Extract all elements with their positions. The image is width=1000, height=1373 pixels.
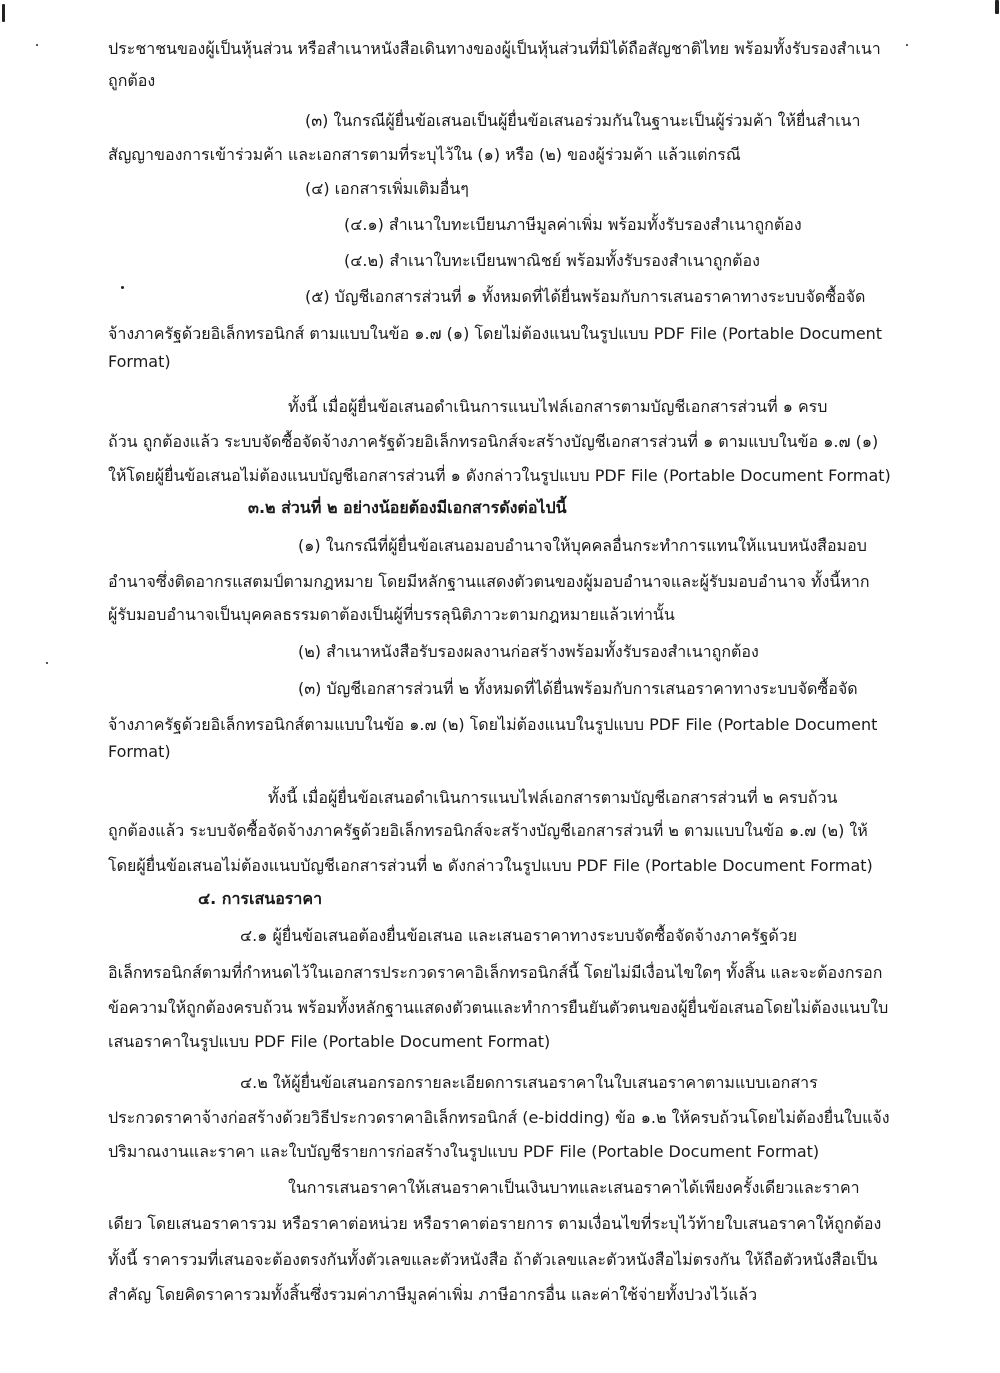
text-line: อำนาจซึ่งติดอากรแสตมป์ตามกฎหมาย โดยมีหลักฐานแสดงตัวตนของผู้มอบอำนาจและผู้รับมอบอำนาจ ทั้งนี้หาก (108, 572, 870, 591)
scan-speck (906, 44, 908, 46)
scan-speck (46, 662, 48, 664)
text-line: ถูกต้องแล้ว ระบบจัดซื้อจัดจ้างภาครัฐด้วยอิเล็กทรอนิกส์จะสร้างบัญชีเอกสารส่วนที่ ๒ ตามแบบในข้อ ๑.๗ (๒) ให้ (108, 821, 868, 840)
text-line: สำคัญ โดยคิดราคารวมทั้งสิ้นซึ่งรวมค่าภาษีมูลค่าเพิ่ม ภาษีอากรอื่น และค่าใช้จ่ายทั้งปวงไว้แล้ว (108, 1285, 758, 1304)
text-line: (๔.๑) สำเนาใบทะเบียนภาษีมูลค่าเพิ่ม พร้อมทั้งรับรองสำเนาถูกต้อง (344, 215, 802, 234)
text-line: (๑) ในกรณีที่ผู้ยื่นข้อเสนอมอบอำนาจให้บุคคลอื่นกระทำการแทนให้แนบหนังสือมอบ (298, 536, 867, 555)
text-line: ในการเสนอราคาให้เสนอราคาเป็นเงินบาทและเสนอราคาได้เพียงครั้งเดียวและราคา (288, 1178, 860, 1197)
text-line: ทั้งนี้ เมื่อผู้ยื่นข้อเสนอดำเนินการแนบไฟล์เอกสารตามบัญชีเอกสารส่วนที่ ๑ ครบ (288, 397, 828, 416)
text-line: ประกวดราคาจ้างก่อสร้างด้วยวิธีประกวดราคาอิเล็กทรอนิกส์ (e-bidding) ข้อ ๑.๒ ให้ครบถ้วนโดยไม่ต้องยื่นใบแจ้ง (108, 1108, 890, 1127)
text-line: ถูกต้อง (108, 71, 156, 90)
scan-speck (121, 286, 124, 289)
scan-speck (36, 44, 38, 46)
text-line: ทั้งนี้ ราคารวมที่เสนอจะต้องตรงกันทั้งตัวเลขและตัวหนังสือ ถ้าตัวเลขและตัวหนังสือไม่ตรงกัน ให้ถือตัวหนังสือเป็น (108, 1250, 878, 1269)
text-line: (๓) บัญชีเอกสารส่วนที่ ๒ ทั้งหมดที่ได้ยื่นพร้อมกับการเสนอราคาทางระบบจัดซื้อจัด (298, 679, 858, 698)
text-line: ๔.๑ ผู้ยื่นข้อเสนอต้องยื่นข้อเสนอ และเสนอราคาทางระบบจัดซื้อจัดจ้างภาครัฐด้วย (240, 926, 798, 945)
text-line: ประชาชนของผู้เป็นหุ้นส่วน หรือสำเนาหนังสือเดินทางของผู้เป็นหุ้นส่วนที่มิได้ถือสัญชาติไทย พร้อมทั้งรับรองสำเนา (108, 39, 881, 58)
text-line: (๔) เอกสารเพิ่มเติมอื่นๆ (305, 179, 469, 198)
text-line: ผู้รับมอบอำนาจเป็นบุคคลธรรมดาต้องเป็นผู้ที่บรรลุนิติภาวะตามกฎหมายแล้วเท่านั้น (108, 605, 675, 624)
scan-mark (995, 0, 999, 14)
text-line: โดยผู้ยื่นข้อเสนอไม่ต้องแนบบัญชีเอกสารส่วนที่ ๒ ดังกล่าวในรูปแบบ PDF File (Portable Document Format) (108, 856, 873, 875)
text-line: ปริมาณงานและราคา และใบบัญชีรายการก่อสร้างในรูปแบบ PDF File (Portable Document Format) (108, 1142, 820, 1161)
text-line: (๒) สำเนาหนังสือรับรองผลงานก่อสร้างพร้อมทั้งรับรองสำเนาถูกต้อง (298, 642, 759, 661)
text-line: จ้างภาครัฐด้วยอิเล็กทรอนิกส์ตามแบบในข้อ ๑.๗ (๒) โดยไม่ต้องแนบในรูปแบบ PDF File (Portable Document (108, 715, 878, 734)
scan-mark (2, 4, 5, 22)
text-line: (๕) บัญชีเอกสารส่วนที่ ๑ ทั้งหมดที่ได้ยื่นพร้อมกับการเสนอราคาทางระบบจัดซื้อจัด (305, 287, 866, 306)
text-line: ข้อความให้ถูกต้องครบถ้วน พร้อมทั้งหลักฐานแสดงตัวตนและทำการยืนยันตัวตนของผู้ยื่นข้อเสนอโดยไม่ต้องแนบใบ (108, 998, 889, 1017)
text-line: จ้างภาครัฐด้วยอิเล็กทรอนิกส์ ตามแบบในข้อ ๑.๗ (๑) โดยไม่ต้องแนบในรูปแบบ PDF File (Portable Document (108, 324, 883, 343)
text-line: อิเล็กทรอนิกส์ตามที่กำหนดไว้ในเอกสารประกวดราคาอิเล็กทรอนิกส์นี้ โดยไม่มีเงื่อนไขใดๆ ทั้งสิ้น และจะต้องกรอก (108, 963, 883, 982)
text-line: (๔.๒) สำเนาใบทะเบียนพาณิชย์ พร้อมทั้งรับรองสำเนาถูกต้อง (344, 251, 760, 270)
text-line: ทั้งนี้ เมื่อผู้ยื่นข้อเสนอดำเนินการแนบไฟล์เอกสารตามบัญชีเอกสารส่วนที่ ๒ ครบถ้วน (268, 788, 838, 807)
text-line: Format) (108, 352, 171, 371)
text-line: เสนอราคาในรูปแบบ PDF File (Portable Document Format) (108, 1032, 551, 1051)
text-line: สัญญาของการเข้าร่วมค้า และเอกสารตามที่ระบุไว้ใน (๑) หรือ (๒) ของผู้ร่วมค้า แล้วแต่กรณี (108, 145, 741, 164)
text-line: ให้โดยผู้ยื่นข้อเสนอไม่ต้องแนบบัญชีเอกสารส่วนที่ ๑ ดังกล่าวในรูปแบบ PDF File (Portable Document Format) (108, 466, 891, 485)
section-heading: ๔. การเสนอราคา (198, 889, 323, 908)
text-line: Format) (108, 742, 171, 761)
text-line: ถ้วน ถูกต้องแล้ว ระบบจัดซื้อจัดจ้างภาครัฐด้วยอิเล็กทรอนิกส์จะสร้างบัญชีเอกสารส่วนที่ ๑ ตามแบบในข้อ ๑.๗ (๑) (108, 432, 879, 451)
text-line: (๓) ในกรณีผู้ยื่นข้อเสนอเป็นผู้ยื่นข้อเสนอร่วมกันในฐานะเป็นผู้ร่วมค้า ให้ยื่นสำเนา (305, 111, 861, 130)
section-heading: ๓.๒ ส่วนที่ ๒ อย่างน้อยต้องมีเอกสารดังต่อไปนี้ (248, 498, 567, 517)
text-line: เดียว โดยเสนอราคารวม หรือราคาต่อหน่วย หรือราคาต่อรายการ ตามเงื่อนไขที่ระบุไว้ท้ายใบเสนอราคาให้ถูกต้อง (108, 1214, 882, 1233)
text-line: ๔.๒ ให้ผู้ยื่นข้อเสนอกรอกรายละเอียดการเสนอราคาในใบเสนอราคาตามแบบเอกสาร (240, 1073, 818, 1092)
